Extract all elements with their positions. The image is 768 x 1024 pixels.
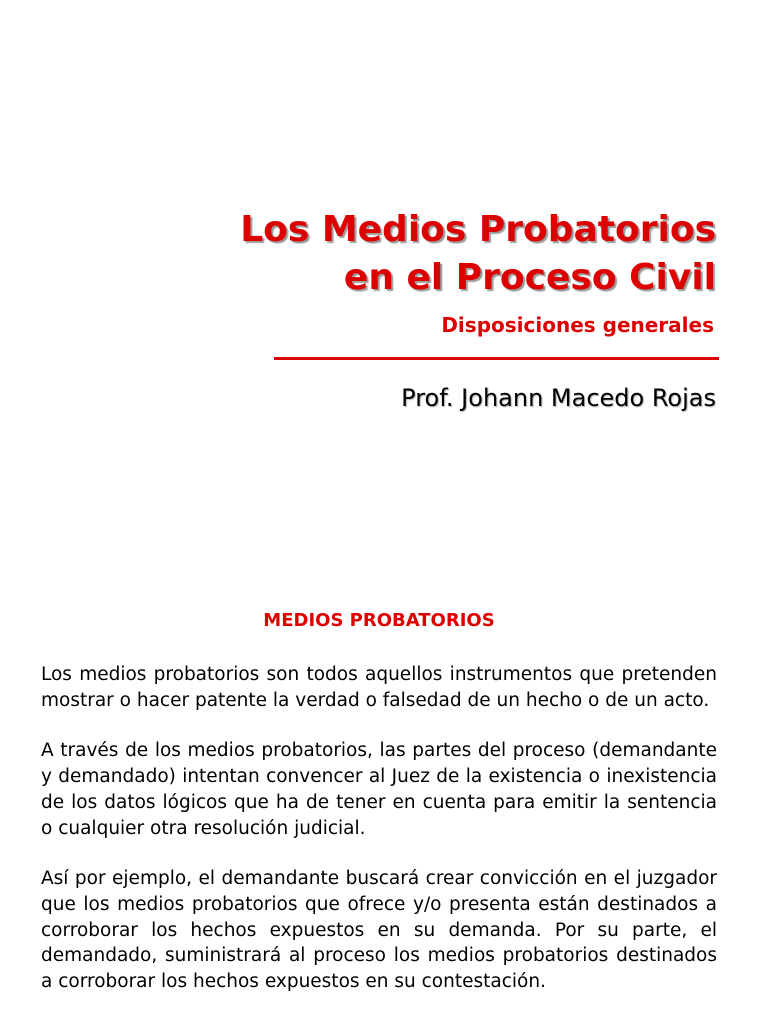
author-name: Prof. Johann Macedo Rojas [401,384,716,412]
section-heading: MEDIOS PROBATORIOS [263,610,495,631]
document-body [41,607,717,1020]
title-divider [274,357,719,360]
paragraph-2: A través de los medios probatorios, las partes del proceso (demandante y demandado) intentan convencer al Juez de la existencia o inexistencia de los datos lógicos que ha de tener en cuenta para emitir la sentencia o cualquier otra resolución judicial. [41,740,717,839]
presentation-subtitle: Disposiciones generales [441,313,714,337]
paragraph-3: Así por ejemplo, el demandante buscará crear convicción en el juzgador que los medios probatorios que ofrece y/o presenta están destinados a corroborar los hechos expuestos en su demanda. Por su parte, el demandado, suministrará al proceso los medios probatorios destinados a corroborar los hechos expuestos en su contestación. [41,868,717,993]
paragraph-1: Los medios probatorios son todos aquellos instrumentos que pretenden mostrar o hacer patente la verdad o falsedad de un hecho o de un acto. [41,664,717,711]
title-line-1: Los Medios Probatorios [240,209,716,250]
presentation-title [240,206,716,302]
title-line-2: en el Proceso Civil [343,257,716,298]
